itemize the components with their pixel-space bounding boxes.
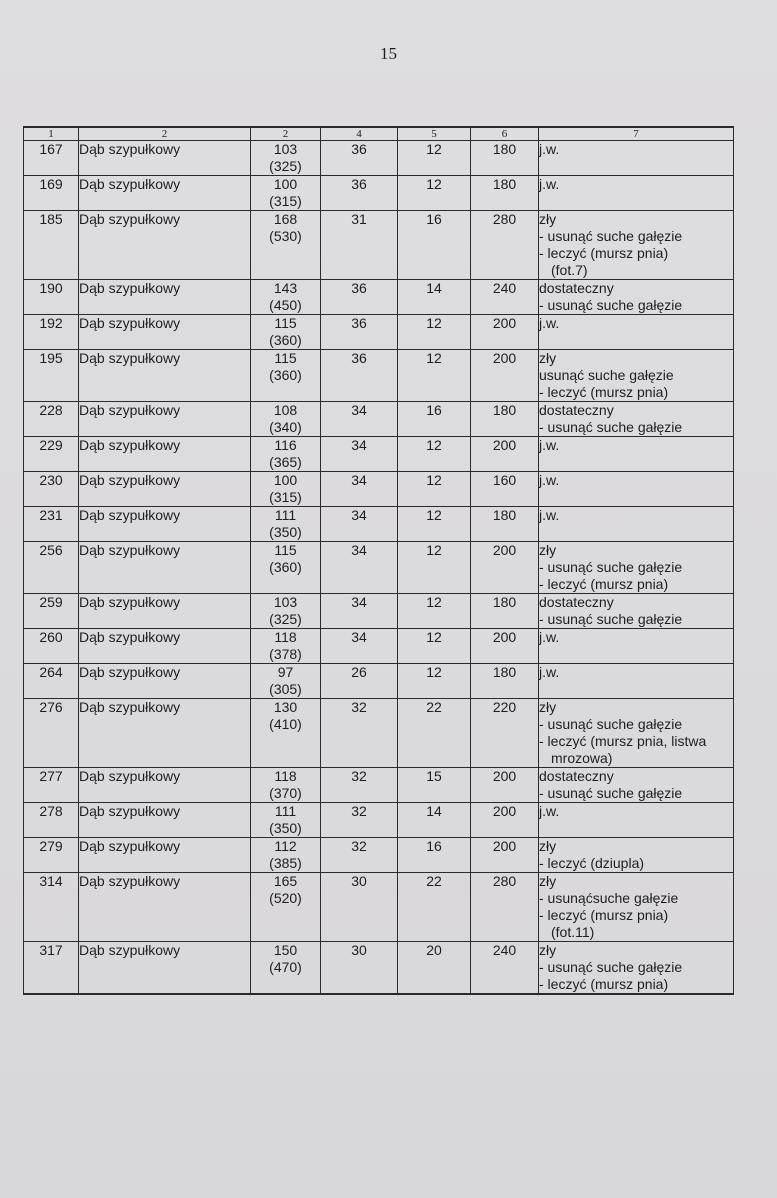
tree-number-cell: 192 (24, 315, 79, 350)
column-6-cell: 200 (471, 803, 539, 838)
column-5-cell: 12 (398, 542, 471, 594)
column-6-cell: 180 (471, 594, 539, 629)
circumference-cell (251, 873, 321, 942)
column-4-cell: 32 (321, 838, 398, 873)
condition-line: j.w. (539, 472, 560, 488)
condition-cell (539, 402, 734, 437)
column-4-cell: 36 (321, 176, 398, 211)
column-5-cell: 12 (398, 315, 471, 350)
tree-number-cell: 229 (24, 437, 79, 472)
circumference-value: 112 (274, 838, 297, 854)
circumference-alt-value: (360) (269, 332, 302, 348)
tree-number-cell: 279 (24, 838, 79, 873)
condition-line: zły (539, 699, 557, 715)
species-cell: Dąb szypułkowy (79, 211, 251, 280)
condition-line: j.w. (539, 176, 560, 192)
condition-line: zły (539, 942, 557, 958)
tree-number-cell: 190 (24, 280, 79, 315)
column-6-cell: 200 (471, 629, 539, 664)
tree-number-cell: 277 (24, 768, 79, 803)
tree-number-cell: 228 (24, 402, 79, 437)
circumference-value: 115 (274, 542, 297, 558)
column-5-cell: 12 (398, 176, 471, 211)
column-6-cell: 220 (471, 699, 539, 768)
circumference-value: 111 (274, 803, 297, 819)
circumference-cell (251, 594, 321, 629)
circumference-alt-value: (305) (269, 681, 302, 697)
condition-line: j.w. (539, 803, 560, 819)
column-5-cell: 14 (398, 803, 471, 838)
column-6-cell: 180 (471, 176, 539, 211)
column-5-cell: 15 (398, 768, 471, 803)
column-4-cell: 32 (321, 699, 398, 768)
column-6-cell: 180 (471, 402, 539, 437)
column-6-cell: 240 (471, 280, 539, 315)
column-6-cell: 280 (471, 211, 539, 280)
condition-cell (539, 594, 734, 629)
table-row (24, 472, 734, 507)
column-4-cell: 30 (321, 873, 398, 942)
table-row (24, 211, 734, 280)
condition-cell (539, 472, 734, 507)
condition-line: - usunąć suche gałęzie (539, 228, 683, 244)
condition-line: dostateczny (539, 594, 614, 610)
column-header: 2 (79, 127, 251, 141)
column-5-cell: 20 (398, 942, 471, 995)
condition-line: - leczyć (mursz pnia) (539, 384, 669, 400)
table-row (24, 699, 734, 768)
condition-cell (539, 768, 734, 803)
column-header: 1 (24, 127, 79, 141)
species-cell: Dąb szypułkowy (79, 838, 251, 873)
column-5-cell: 12 (398, 594, 471, 629)
tree-number-cell: 256 (24, 542, 79, 594)
table-row (24, 542, 734, 594)
circumference-cell (251, 280, 321, 315)
column-6-cell: 180 (471, 141, 539, 176)
column-5-cell: 22 (398, 699, 471, 768)
circumference-value: 111 (274, 507, 297, 523)
circumference-value: 143 (273, 280, 298, 296)
column-4-cell: 34 (321, 437, 398, 472)
condition-line: - leczyć (mursz pnia, listwa (539, 733, 707, 749)
table-row (24, 315, 734, 350)
tree-inventory-table (23, 126, 734, 995)
condition-line: - usunąć suche gałęzie (539, 959, 683, 975)
species-cell: Dąb szypułkowy (79, 315, 251, 350)
circumference-alt-value: (520) (269, 890, 302, 906)
table-row (24, 402, 734, 437)
circumference-cell (251, 437, 321, 472)
circumference-value: 103 (273, 594, 298, 610)
tree-number-cell: 317 (24, 942, 79, 995)
condition-line: j.w. (539, 507, 560, 523)
column-6-cell: 200 (471, 315, 539, 350)
condition-line: - usunąć suche gałęzie (539, 716, 683, 732)
column-6-cell: 200 (471, 838, 539, 873)
condition-line: dostateczny (539, 402, 614, 418)
table-row (24, 768, 734, 803)
species-cell: Dąb szypułkowy (79, 507, 251, 542)
table-row (24, 629, 734, 664)
condition-line: - leczyć (mursz pnia) (539, 976, 669, 992)
column-4-cell: 32 (321, 768, 398, 803)
column-6-cell: 180 (471, 664, 539, 699)
circumference-alt-value: (470) (269, 959, 302, 975)
circumference-cell (251, 315, 321, 350)
condition-line: j.w. (539, 315, 560, 331)
species-cell: Dąb szypułkowy (79, 141, 251, 176)
circumference-cell (251, 664, 321, 699)
column-4-cell: 34 (321, 542, 398, 594)
table-row (24, 838, 734, 873)
table-row (24, 507, 734, 542)
condition-line: mrozowa) (551, 750, 613, 766)
column-5-cell: 12 (398, 629, 471, 664)
condition-cell (539, 315, 734, 350)
column-4-cell: 36 (321, 280, 398, 315)
circumference-alt-value: (315) (269, 489, 302, 505)
column-4-cell: 26 (321, 664, 398, 699)
tree-number-cell: 167 (24, 141, 79, 176)
circumference-value: 115 (274, 315, 297, 331)
condition-line: - leczyć (mursz pnia) (539, 245, 669, 261)
column-5-cell: 12 (398, 141, 471, 176)
species-cell: Dąb szypułkowy (79, 176, 251, 211)
condition-line: j.w. (539, 664, 560, 680)
condition-cell (539, 838, 734, 873)
column-header: 5 (398, 127, 471, 141)
table-row (24, 594, 734, 629)
column-5-cell: 16 (398, 838, 471, 873)
species-cell: Dąb szypułkowy (79, 437, 251, 472)
tree-number-cell: 230 (24, 472, 79, 507)
condition-cell (539, 507, 734, 542)
tree-number-cell: 264 (24, 664, 79, 699)
circumference-alt-value: (370) (269, 785, 302, 801)
circumference-value: 150 (273, 942, 298, 958)
circumference-alt-value: (365) (269, 454, 302, 470)
table-row (24, 141, 734, 176)
column-4-cell: 34 (321, 594, 398, 629)
circumference-value: 116 (274, 437, 297, 453)
circumference-alt-value: (350) (269, 820, 302, 836)
species-cell: Dąb szypułkowy (79, 664, 251, 699)
circumference-cell (251, 542, 321, 594)
column-number-row (24, 127, 734, 141)
circumference-cell (251, 942, 321, 995)
tree-number-cell: 231 (24, 507, 79, 542)
column-5-cell: 12 (398, 350, 471, 402)
table-row (24, 873, 734, 942)
condition-cell (539, 873, 734, 942)
circumference-cell (251, 350, 321, 402)
circumference-alt-value: (350) (269, 524, 302, 540)
circumference-value: 100 (273, 472, 298, 488)
species-cell: Dąb szypułkowy (79, 803, 251, 838)
column-header: 7 (539, 127, 734, 141)
column-4-cell: 31 (321, 211, 398, 280)
condition-line: - leczyć (mursz pnia) (539, 576, 669, 592)
table-row (24, 280, 734, 315)
condition-cell (539, 542, 734, 594)
table-row (24, 437, 734, 472)
condition-line: j.w. (539, 437, 560, 453)
column-4-cell: 34 (321, 507, 398, 542)
condition-line: - usunąć suche gałęzie (539, 297, 683, 313)
circumference-value: 165 (273, 873, 298, 889)
condition-cell (539, 942, 734, 995)
condition-cell (539, 437, 734, 472)
condition-cell (539, 211, 734, 280)
column-5-cell: 12 (398, 472, 471, 507)
column-6-cell: 240 (471, 942, 539, 995)
circumference-alt-value: (450) (269, 297, 302, 313)
column-4-cell: 36 (321, 141, 398, 176)
condition-line: dostateczny (539, 768, 614, 784)
circumference-alt-value: (325) (269, 611, 302, 627)
species-cell: Dąb szypułkowy (79, 542, 251, 594)
condition-line: - leczyć (mursz pnia) (539, 907, 669, 923)
table-row (24, 942, 734, 995)
condition-line: j.w. (539, 141, 560, 157)
condition-line: (fot.11) (551, 924, 595, 940)
tree-number-cell: 185 (24, 211, 79, 280)
tree-number-cell: 260 (24, 629, 79, 664)
column-header: 6 (471, 127, 539, 141)
condition-line: zły (539, 873, 557, 889)
circumference-alt-value: (360) (269, 367, 302, 383)
condition-line: - usunąć suche gałęzie (539, 611, 683, 627)
circumference-value: 118 (274, 629, 297, 645)
column-5-cell: 12 (398, 664, 471, 699)
condition-line: - usunąć suche gałęzie (539, 785, 683, 801)
species-cell: Dąb szypułkowy (79, 350, 251, 402)
circumference-cell (251, 629, 321, 664)
condition-cell (539, 350, 734, 402)
table-row (24, 350, 734, 402)
circumference-cell (251, 211, 321, 280)
circumference-alt-value: (360) (269, 559, 302, 575)
circumference-cell (251, 176, 321, 211)
condition-cell (539, 699, 734, 768)
circumference-value: 100 (273, 176, 298, 192)
condition-line: zły (539, 350, 557, 366)
column-6-cell: 200 (471, 437, 539, 472)
circumference-alt-value: (385) (269, 855, 302, 871)
circumference-value: 168 (273, 211, 298, 227)
condition-line: (fot.7) (551, 262, 588, 278)
condition-cell (539, 141, 734, 176)
tree-number-cell: 276 (24, 699, 79, 768)
column-5-cell: 16 (398, 211, 471, 280)
tree-number-cell: 278 (24, 803, 79, 838)
condition-line: - usunąć suche gałęzie (539, 559, 683, 575)
condition-line: zły (539, 211, 557, 227)
circumference-cell (251, 699, 321, 768)
condition-line: j.w. (539, 629, 560, 645)
column-header: 2 (251, 127, 321, 141)
circumference-alt-value: (340) (269, 419, 302, 435)
circumference-alt-value: (315) (269, 193, 302, 209)
column-4-cell: 34 (321, 472, 398, 507)
column-6-cell: 200 (471, 350, 539, 402)
circumference-alt-value: (530) (269, 228, 302, 244)
column-6-cell: 160 (471, 472, 539, 507)
circumference-cell (251, 803, 321, 838)
circumference-cell (251, 838, 321, 873)
circumference-value: 103 (273, 141, 298, 157)
circumference-cell (251, 141, 321, 176)
column-4-cell: 36 (321, 315, 398, 350)
condition-cell (539, 629, 734, 664)
column-5-cell: 14 (398, 280, 471, 315)
condition-cell (539, 280, 734, 315)
column-5-cell: 12 (398, 437, 471, 472)
column-5-cell: 16 (398, 402, 471, 437)
table-row (24, 176, 734, 211)
condition-line: - usunąć suche gałęzie (539, 419, 683, 435)
circumference-value: 108 (273, 402, 298, 418)
species-cell: Dąb szypułkowy (79, 768, 251, 803)
circumference-value: 118 (274, 768, 297, 784)
column-6-cell: 280 (471, 873, 539, 942)
condition-line: usunąć suche gałęzie (539, 367, 674, 383)
column-6-cell: 200 (471, 768, 539, 803)
circumference-cell (251, 507, 321, 542)
column-6-cell: 180 (471, 507, 539, 542)
condition-line: - leczyć (dziupla) (539, 855, 645, 871)
condition-line: zły (539, 542, 557, 558)
column-4-cell: 30 (321, 942, 398, 995)
species-cell: Dąb szypułkowy (79, 280, 251, 315)
column-5-cell: 22 (398, 873, 471, 942)
circumference-value: 115 (274, 350, 297, 366)
column-4-cell: 34 (321, 629, 398, 664)
condition-cell (539, 176, 734, 211)
species-cell: Dąb szypułkowy (79, 699, 251, 768)
tree-number-cell: 195 (24, 350, 79, 402)
tree-number-cell: 259 (24, 594, 79, 629)
condition-line: zły (539, 838, 557, 854)
condition-line: dostateczny (539, 280, 614, 296)
column-6-cell: 200 (471, 542, 539, 594)
circumference-value: 130 (273, 699, 298, 715)
condition-cell (539, 803, 734, 838)
circumference-cell (251, 768, 321, 803)
page-number: 15 (380, 44, 397, 63)
table-row (24, 803, 734, 838)
circumference-value: 97 (277, 664, 294, 680)
circumference-cell (251, 402, 321, 437)
species-cell: Dąb szypułkowy (79, 873, 251, 942)
circumference-cell (251, 472, 321, 507)
column-5-cell: 12 (398, 507, 471, 542)
circumference-alt-value: (325) (269, 158, 302, 174)
circumference-alt-value: (378) (269, 646, 302, 662)
tree-number-cell: 169 (24, 176, 79, 211)
species-cell: Dąb szypułkowy (79, 472, 251, 507)
tree-number-cell: 314 (24, 873, 79, 942)
table-row (24, 664, 734, 699)
column-4-cell: 34 (321, 402, 398, 437)
condition-line: - usunąćsuche gałęzie (539, 890, 679, 906)
column-header: 4 (321, 127, 398, 141)
condition-cell (539, 664, 734, 699)
species-cell: Dąb szypułkowy (79, 942, 251, 995)
circumference-alt-value: (410) (269, 716, 302, 732)
species-cell: Dąb szypułkowy (79, 402, 251, 437)
column-4-cell: 32 (321, 803, 398, 838)
species-cell: Dąb szypułkowy (79, 629, 251, 664)
column-4-cell: 36 (321, 350, 398, 402)
species-cell: Dąb szypułkowy (79, 594, 251, 629)
